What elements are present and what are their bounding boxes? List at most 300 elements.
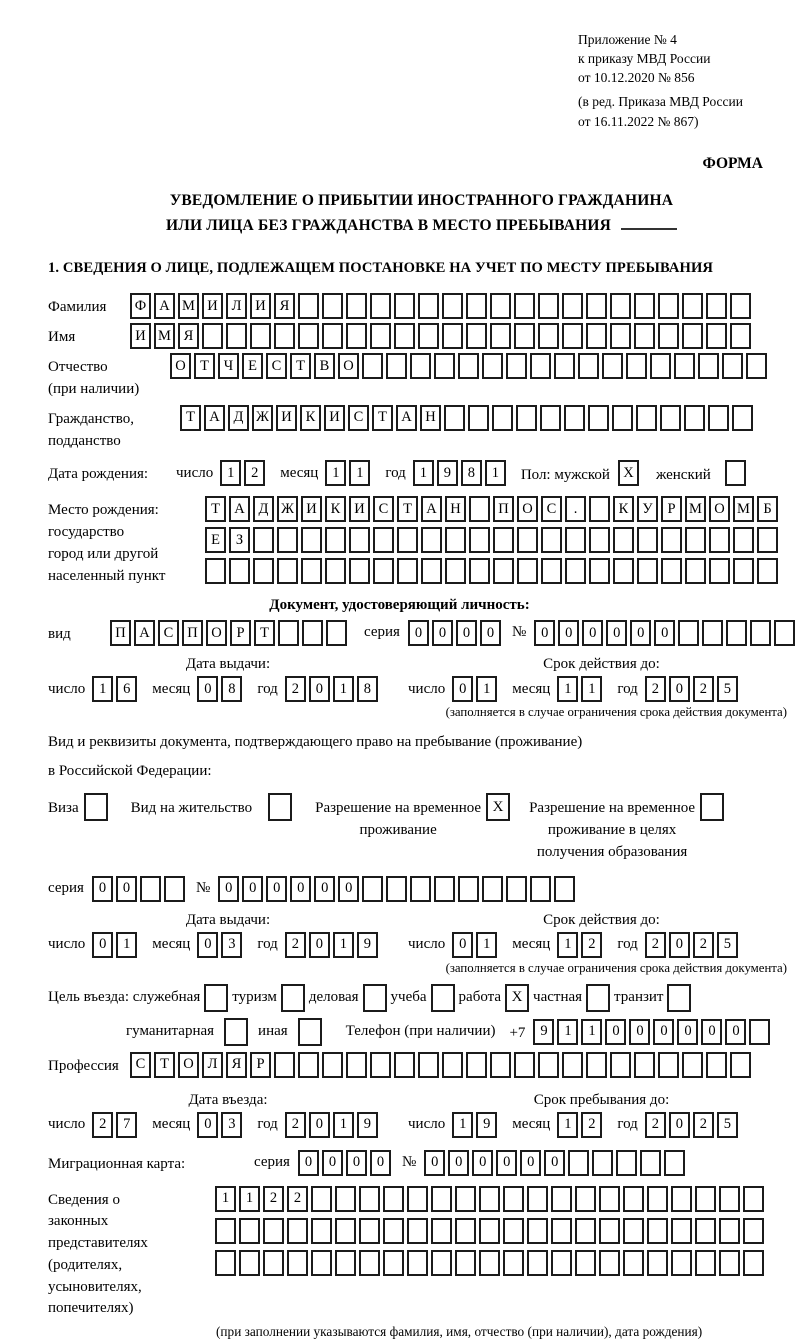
char-box[interactable] bbox=[301, 527, 322, 553]
char-box[interactable]: К bbox=[613, 496, 634, 522]
char-box[interactable] bbox=[493, 527, 514, 553]
char-box[interactable] bbox=[421, 527, 442, 553]
char-box[interactable] bbox=[647, 1250, 668, 1276]
char-box[interactable] bbox=[527, 1186, 548, 1212]
char-box[interactable]: 2 bbox=[581, 932, 602, 958]
char-box[interactable] bbox=[589, 527, 610, 553]
char-box[interactable]: 1 bbox=[333, 676, 354, 702]
char-box[interactable]: А bbox=[229, 496, 250, 522]
char-box[interactable] bbox=[623, 1186, 644, 1212]
char-box[interactable] bbox=[706, 1052, 727, 1078]
char-box[interactable]: 0 bbox=[92, 876, 113, 902]
char-box[interactable]: 0 bbox=[448, 1150, 469, 1176]
char-box[interactable] bbox=[730, 323, 751, 349]
char-box[interactable] bbox=[527, 1218, 548, 1244]
char-box[interactable]: 3 bbox=[221, 932, 242, 958]
char-box[interactable] bbox=[506, 876, 527, 902]
char-box[interactable]: Л bbox=[202, 1052, 223, 1078]
char-box[interactable] bbox=[325, 527, 346, 553]
char-box[interactable] bbox=[298, 1052, 319, 1078]
temp-permit-checkbox[interactable]: X bbox=[486, 793, 510, 821]
char-box[interactable]: 3 bbox=[221, 1112, 242, 1138]
char-box[interactable] bbox=[239, 1218, 260, 1244]
char-box[interactable] bbox=[514, 323, 535, 349]
char-box[interactable]: Д bbox=[253, 496, 274, 522]
char-box[interactable] bbox=[565, 527, 586, 553]
char-box[interactable]: Т bbox=[205, 496, 226, 522]
char-box[interactable] bbox=[490, 1052, 511, 1078]
char-box[interactable] bbox=[599, 1186, 620, 1212]
char-box[interactable]: С bbox=[541, 496, 562, 522]
char-box[interactable] bbox=[431, 1250, 452, 1276]
char-box[interactable]: Ч bbox=[218, 353, 239, 379]
char-box[interactable]: 1 bbox=[476, 932, 497, 958]
char-box[interactable] bbox=[626, 353, 647, 379]
char-box[interactable]: 1 bbox=[452, 1112, 473, 1138]
char-box[interactable] bbox=[589, 558, 610, 584]
char-box[interactable] bbox=[346, 1052, 367, 1078]
char-box[interactable] bbox=[610, 293, 631, 319]
char-box[interactable] bbox=[298, 323, 319, 349]
char-box[interactable] bbox=[205, 558, 226, 584]
char-box[interactable]: 0 bbox=[669, 932, 690, 958]
char-box[interactable]: Т bbox=[154, 1052, 175, 1078]
char-box[interactable] bbox=[562, 323, 583, 349]
char-box[interactable] bbox=[551, 1250, 572, 1276]
char-box[interactable] bbox=[434, 876, 455, 902]
char-box[interactable]: 0 bbox=[677, 1019, 698, 1045]
char-box[interactable] bbox=[746, 353, 767, 379]
char-box[interactable]: С bbox=[373, 496, 394, 522]
char-box[interactable] bbox=[421, 558, 442, 584]
purpose-work-checkbox[interactable]: X bbox=[505, 984, 529, 1012]
char-box[interactable]: 1 bbox=[581, 1019, 602, 1045]
char-box[interactable] bbox=[538, 293, 559, 319]
char-box[interactable]: 2 bbox=[693, 1112, 714, 1138]
char-box[interactable] bbox=[410, 353, 431, 379]
char-box[interactable]: М bbox=[178, 293, 199, 319]
char-box[interactable] bbox=[562, 1052, 583, 1078]
char-box[interactable] bbox=[394, 323, 415, 349]
char-box[interactable] bbox=[623, 1250, 644, 1276]
char-box[interactable] bbox=[274, 323, 295, 349]
char-box[interactable] bbox=[743, 1250, 764, 1276]
char-box[interactable] bbox=[322, 1052, 343, 1078]
char-box[interactable]: 0 bbox=[654, 620, 675, 646]
char-box[interactable]: И bbox=[301, 496, 322, 522]
char-box[interactable] bbox=[671, 1250, 692, 1276]
char-box[interactable] bbox=[386, 876, 407, 902]
char-box[interactable]: И bbox=[276, 405, 297, 431]
char-box[interactable] bbox=[277, 558, 298, 584]
char-box[interactable] bbox=[469, 496, 490, 522]
char-box[interactable]: С bbox=[158, 620, 179, 646]
char-box[interactable]: 2 bbox=[287, 1186, 308, 1212]
char-box[interactable]: Я bbox=[178, 323, 199, 349]
char-box[interactable] bbox=[298, 293, 319, 319]
char-box[interactable] bbox=[410, 876, 431, 902]
char-box[interactable] bbox=[274, 1052, 295, 1078]
char-box[interactable] bbox=[661, 527, 682, 553]
char-box[interactable] bbox=[706, 293, 727, 319]
char-box[interactable] bbox=[616, 1150, 637, 1176]
char-box[interactable]: 0 bbox=[298, 1150, 319, 1176]
char-box[interactable]: 9 bbox=[533, 1019, 554, 1045]
char-box[interactable] bbox=[482, 876, 503, 902]
char-box[interactable]: 9 bbox=[476, 1112, 497, 1138]
char-box[interactable] bbox=[479, 1250, 500, 1276]
char-box[interactable]: 1 bbox=[557, 676, 578, 702]
char-box[interactable]: 0 bbox=[701, 1019, 722, 1045]
char-box[interactable]: 2 bbox=[645, 1112, 666, 1138]
purpose-other-checkbox[interactable] bbox=[298, 1018, 322, 1046]
char-box[interactable] bbox=[743, 1186, 764, 1212]
char-box[interactable]: 0 bbox=[456, 620, 477, 646]
char-box[interactable]: С bbox=[266, 353, 287, 379]
purpose-official-checkbox[interactable] bbox=[204, 984, 228, 1012]
sex-female-checkbox[interactable] bbox=[725, 460, 746, 486]
char-box[interactable] bbox=[277, 527, 298, 553]
char-box[interactable] bbox=[215, 1250, 236, 1276]
purpose-humanitarian-checkbox[interactable] bbox=[224, 1018, 248, 1046]
char-box[interactable]: М bbox=[733, 496, 754, 522]
char-box[interactable]: О bbox=[517, 496, 538, 522]
char-box[interactable] bbox=[658, 293, 679, 319]
char-box[interactable] bbox=[650, 353, 671, 379]
char-box[interactable] bbox=[551, 1186, 572, 1212]
char-box[interactable]: 2 bbox=[285, 676, 306, 702]
char-box[interactable] bbox=[671, 1218, 692, 1244]
char-box[interactable] bbox=[349, 527, 370, 553]
edu-permit-checkbox[interactable] bbox=[700, 793, 724, 821]
char-box[interactable]: Т bbox=[180, 405, 201, 431]
char-box[interactable] bbox=[311, 1218, 332, 1244]
char-box[interactable] bbox=[346, 293, 367, 319]
char-box[interactable]: У bbox=[637, 496, 658, 522]
char-box[interactable]: Т bbox=[290, 353, 311, 379]
char-box[interactable]: 2 bbox=[285, 1112, 306, 1138]
char-box[interactable]: 9 bbox=[437, 460, 458, 486]
char-box[interactable] bbox=[610, 1052, 631, 1078]
char-box[interactable] bbox=[568, 1150, 589, 1176]
char-box[interactable] bbox=[637, 527, 658, 553]
char-box[interactable] bbox=[540, 405, 561, 431]
char-box[interactable] bbox=[685, 558, 706, 584]
char-box[interactable] bbox=[658, 1052, 679, 1078]
char-box[interactable]: О bbox=[206, 620, 227, 646]
char-box[interactable] bbox=[397, 558, 418, 584]
char-box[interactable]: Д bbox=[228, 405, 249, 431]
char-box[interactable] bbox=[287, 1218, 308, 1244]
char-box[interactable]: . bbox=[565, 496, 586, 522]
char-box[interactable] bbox=[359, 1186, 380, 1212]
char-box[interactable] bbox=[517, 527, 538, 553]
visa-checkbox[interactable] bbox=[84, 793, 108, 821]
char-box[interactable] bbox=[164, 876, 185, 902]
char-box[interactable] bbox=[466, 323, 487, 349]
char-box[interactable] bbox=[373, 527, 394, 553]
char-box[interactable] bbox=[503, 1250, 524, 1276]
char-box[interactable]: Я bbox=[274, 293, 295, 319]
char-box[interactable]: 1 bbox=[116, 932, 137, 958]
char-box[interactable] bbox=[695, 1186, 716, 1212]
char-box[interactable] bbox=[370, 323, 391, 349]
char-box[interactable]: 7 bbox=[116, 1112, 137, 1138]
char-box[interactable] bbox=[722, 353, 743, 379]
char-box[interactable]: 0 bbox=[314, 876, 335, 902]
char-box[interactable] bbox=[431, 1186, 452, 1212]
char-box[interactable]: О bbox=[178, 1052, 199, 1078]
char-box[interactable]: 0 bbox=[322, 1150, 343, 1176]
char-box[interactable]: 0 bbox=[669, 1112, 690, 1138]
char-box[interactable] bbox=[263, 1218, 284, 1244]
char-box[interactable] bbox=[562, 293, 583, 319]
char-box[interactable] bbox=[490, 293, 511, 319]
char-box[interactable] bbox=[394, 1052, 415, 1078]
char-box[interactable] bbox=[757, 527, 778, 553]
char-box[interactable]: 8 bbox=[461, 460, 482, 486]
char-box[interactable]: Б bbox=[757, 496, 778, 522]
char-box[interactable] bbox=[517, 558, 538, 584]
char-box[interactable]: С bbox=[348, 405, 369, 431]
char-box[interactable] bbox=[479, 1186, 500, 1212]
char-box[interactable] bbox=[586, 323, 607, 349]
char-box[interactable] bbox=[708, 405, 729, 431]
char-box[interactable]: О bbox=[170, 353, 191, 379]
char-box[interactable]: 1 bbox=[333, 932, 354, 958]
char-box[interactable] bbox=[479, 1218, 500, 1244]
purpose-business-checkbox[interactable] bbox=[363, 984, 387, 1012]
char-box[interactable]: 0 bbox=[309, 1112, 330, 1138]
char-box[interactable]: 0 bbox=[197, 932, 218, 958]
char-box[interactable] bbox=[239, 1250, 260, 1276]
char-box[interactable] bbox=[455, 1218, 476, 1244]
char-box[interactable] bbox=[527, 1250, 548, 1276]
char-box[interactable]: 2 bbox=[581, 1112, 602, 1138]
char-box[interactable]: 0 bbox=[242, 876, 263, 902]
char-box[interactable] bbox=[647, 1186, 668, 1212]
char-box[interactable] bbox=[383, 1186, 404, 1212]
char-box[interactable] bbox=[749, 1019, 770, 1045]
char-box[interactable]: 1 bbox=[557, 1019, 578, 1045]
char-box[interactable] bbox=[445, 558, 466, 584]
char-box[interactable]: И bbox=[349, 496, 370, 522]
char-box[interactable] bbox=[750, 620, 771, 646]
char-box[interactable] bbox=[538, 323, 559, 349]
char-box[interactable] bbox=[706, 323, 727, 349]
char-box[interactable]: 0 bbox=[432, 620, 453, 646]
char-box[interactable] bbox=[774, 620, 795, 646]
char-box[interactable]: 2 bbox=[693, 676, 714, 702]
char-box[interactable]: Ж bbox=[277, 496, 298, 522]
char-box[interactable]: 1 bbox=[413, 460, 434, 486]
char-box[interactable]: 0 bbox=[197, 1112, 218, 1138]
char-box[interactable] bbox=[575, 1186, 596, 1212]
char-box[interactable] bbox=[719, 1250, 740, 1276]
char-box[interactable]: 0 bbox=[309, 932, 330, 958]
char-box[interactable] bbox=[586, 293, 607, 319]
char-box[interactable] bbox=[730, 293, 751, 319]
char-box[interactable]: 0 bbox=[338, 876, 359, 902]
char-box[interactable]: Н bbox=[420, 405, 441, 431]
char-box[interactable] bbox=[709, 558, 730, 584]
char-box[interactable] bbox=[503, 1186, 524, 1212]
char-box[interactable]: 0 bbox=[346, 1150, 367, 1176]
char-box[interactable] bbox=[383, 1218, 404, 1244]
char-box[interactable] bbox=[660, 405, 681, 431]
char-box[interactable]: З bbox=[229, 527, 250, 553]
char-box[interactable]: В bbox=[314, 353, 335, 379]
char-box[interactable] bbox=[335, 1218, 356, 1244]
char-box[interactable] bbox=[468, 405, 489, 431]
char-box[interactable] bbox=[682, 293, 703, 319]
char-box[interactable]: 0 bbox=[558, 620, 579, 646]
char-box[interactable] bbox=[636, 405, 657, 431]
char-box[interactable] bbox=[730, 1052, 751, 1078]
char-box[interactable] bbox=[458, 876, 479, 902]
char-box[interactable]: 0 bbox=[629, 1019, 650, 1045]
char-box[interactable] bbox=[634, 1052, 655, 1078]
char-box[interactable] bbox=[373, 558, 394, 584]
char-box[interactable]: 0 bbox=[669, 676, 690, 702]
char-box[interactable]: 1 bbox=[349, 460, 370, 486]
char-box[interactable]: 0 bbox=[197, 676, 218, 702]
char-box[interactable]: 5 bbox=[717, 1112, 738, 1138]
char-box[interactable]: 0 bbox=[605, 1019, 626, 1045]
char-box[interactable] bbox=[482, 353, 503, 379]
char-box[interactable]: А bbox=[154, 293, 175, 319]
char-box[interactable] bbox=[202, 323, 223, 349]
char-box[interactable]: 0 bbox=[218, 876, 239, 902]
char-box[interactable]: Т bbox=[194, 353, 215, 379]
char-box[interactable]: 0 bbox=[582, 620, 603, 646]
purpose-study-checkbox[interactable] bbox=[431, 984, 455, 1012]
char-box[interactable] bbox=[431, 1218, 452, 1244]
char-box[interactable] bbox=[554, 353, 575, 379]
char-box[interactable] bbox=[458, 353, 479, 379]
char-box[interactable] bbox=[229, 558, 250, 584]
char-box[interactable]: 1 bbox=[92, 676, 113, 702]
char-box[interactable] bbox=[407, 1218, 428, 1244]
char-box[interactable]: 0 bbox=[266, 876, 287, 902]
char-box[interactable] bbox=[140, 876, 161, 902]
char-box[interactable] bbox=[493, 558, 514, 584]
char-box[interactable] bbox=[634, 323, 655, 349]
char-box[interactable]: 2 bbox=[263, 1186, 284, 1212]
char-box[interactable]: 0 bbox=[424, 1150, 445, 1176]
char-box[interactable] bbox=[733, 558, 754, 584]
char-box[interactable] bbox=[623, 1218, 644, 1244]
char-box[interactable] bbox=[719, 1186, 740, 1212]
char-box[interactable]: Ф bbox=[130, 293, 151, 319]
char-box[interactable] bbox=[370, 1052, 391, 1078]
char-box[interactable]: 1 bbox=[581, 676, 602, 702]
char-box[interactable]: 8 bbox=[221, 676, 242, 702]
char-box[interactable] bbox=[640, 1150, 661, 1176]
char-box[interactable]: 2 bbox=[92, 1112, 113, 1138]
char-box[interactable]: 0 bbox=[309, 676, 330, 702]
char-box[interactable]: Т bbox=[397, 496, 418, 522]
char-box[interactable]: Н bbox=[445, 496, 466, 522]
char-box[interactable]: 0 bbox=[92, 932, 113, 958]
char-box[interactable] bbox=[530, 353, 551, 379]
char-box[interactable]: Р bbox=[230, 620, 251, 646]
char-box[interactable]: 6 bbox=[116, 676, 137, 702]
char-box[interactable] bbox=[466, 1052, 487, 1078]
char-box[interactable] bbox=[397, 527, 418, 553]
char-box[interactable] bbox=[695, 1250, 716, 1276]
char-box[interactable]: Е bbox=[205, 527, 226, 553]
char-box[interactable] bbox=[541, 558, 562, 584]
char-box[interactable] bbox=[658, 323, 679, 349]
char-box[interactable]: И bbox=[324, 405, 345, 431]
char-box[interactable] bbox=[589, 496, 610, 522]
char-box[interactable]: Л bbox=[226, 293, 247, 319]
char-box[interactable]: 0 bbox=[452, 932, 473, 958]
char-box[interactable] bbox=[551, 1218, 572, 1244]
char-box[interactable]: Р bbox=[250, 1052, 271, 1078]
char-box[interactable] bbox=[407, 1250, 428, 1276]
char-box[interactable]: 1 bbox=[239, 1186, 260, 1212]
char-box[interactable] bbox=[302, 620, 323, 646]
char-box[interactable] bbox=[455, 1250, 476, 1276]
char-box[interactable]: И bbox=[202, 293, 223, 319]
char-box[interactable]: С bbox=[130, 1052, 151, 1078]
char-box[interactable]: П bbox=[182, 620, 203, 646]
char-box[interactable] bbox=[311, 1186, 332, 1212]
char-box[interactable]: 0 bbox=[480, 620, 501, 646]
char-box[interactable] bbox=[565, 558, 586, 584]
char-box[interactable] bbox=[263, 1250, 284, 1276]
char-box[interactable]: 2 bbox=[285, 932, 306, 958]
char-box[interactable]: 1 bbox=[485, 460, 506, 486]
char-box[interactable] bbox=[743, 1218, 764, 1244]
char-box[interactable] bbox=[514, 293, 535, 319]
char-box[interactable]: А bbox=[396, 405, 417, 431]
char-box[interactable] bbox=[575, 1218, 596, 1244]
char-box[interactable] bbox=[418, 323, 439, 349]
char-box[interactable] bbox=[469, 558, 490, 584]
char-box[interactable] bbox=[287, 1250, 308, 1276]
char-box[interactable] bbox=[492, 405, 513, 431]
char-box[interactable] bbox=[682, 1052, 703, 1078]
purpose-transit-checkbox[interactable] bbox=[667, 984, 691, 1012]
char-box[interactable]: 0 bbox=[496, 1150, 517, 1176]
char-box[interactable] bbox=[719, 1218, 740, 1244]
char-box[interactable] bbox=[613, 527, 634, 553]
char-box[interactable]: 0 bbox=[544, 1150, 565, 1176]
char-box[interactable] bbox=[516, 405, 537, 431]
char-box[interactable] bbox=[602, 353, 623, 379]
char-box[interactable] bbox=[695, 1218, 716, 1244]
char-box[interactable]: 0 bbox=[725, 1019, 746, 1045]
char-box[interactable] bbox=[301, 558, 322, 584]
char-box[interactable] bbox=[442, 1052, 463, 1078]
char-box[interactable]: К bbox=[325, 496, 346, 522]
char-box[interactable] bbox=[610, 323, 631, 349]
char-box[interactable]: 9 bbox=[357, 1112, 378, 1138]
purpose-tourism-checkbox[interactable] bbox=[281, 984, 305, 1012]
char-box[interactable] bbox=[575, 1250, 596, 1276]
char-box[interactable]: М bbox=[685, 496, 706, 522]
char-box[interactable]: 9 bbox=[357, 932, 378, 958]
char-box[interactable] bbox=[326, 620, 347, 646]
char-box[interactable]: 0 bbox=[534, 620, 555, 646]
char-box[interactable]: 0 bbox=[653, 1019, 674, 1045]
char-box[interactable] bbox=[514, 1052, 535, 1078]
char-box[interactable] bbox=[698, 353, 719, 379]
residence-permit-checkbox[interactable] bbox=[268, 793, 292, 821]
